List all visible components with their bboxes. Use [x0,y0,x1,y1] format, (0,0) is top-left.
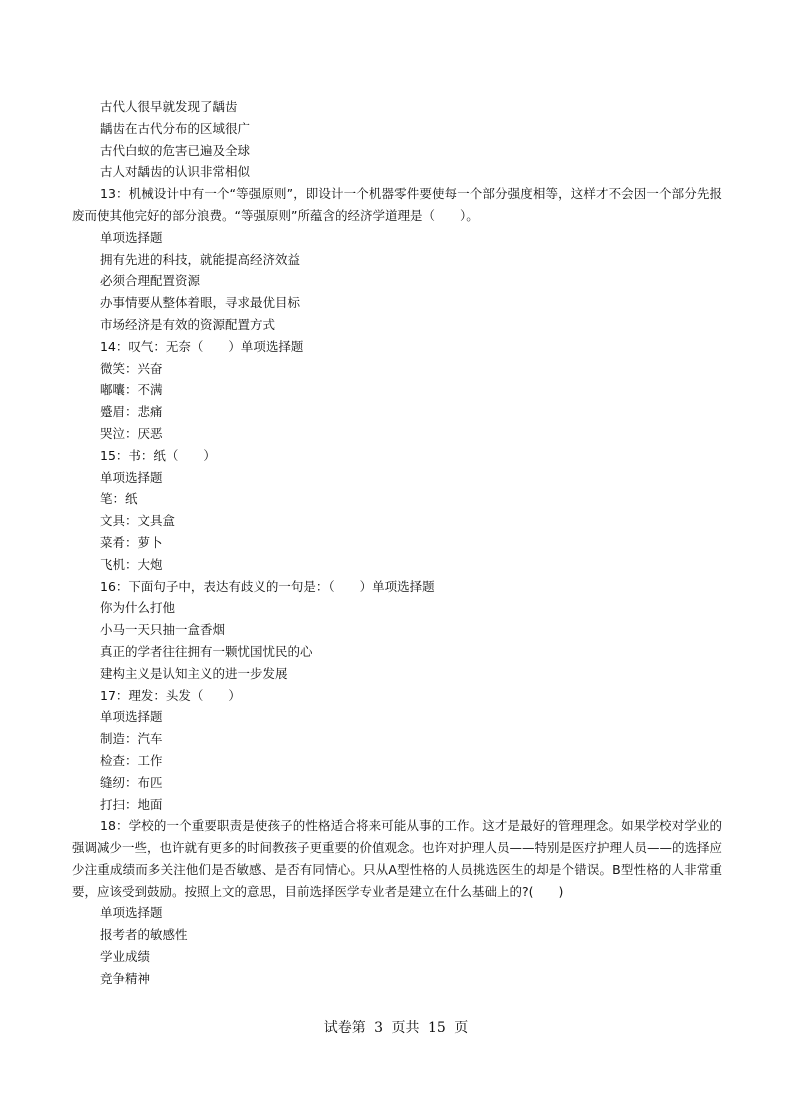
text-line: 拥有先进的科技，就能提高经济效益 [100,251,301,267]
text-line: 古代人很早就发现了龋齿 [100,99,238,114]
text-line: 哭泣：厌恶 [100,425,163,441]
text-line: 缝纫：布匹 [100,774,163,790]
text-line: 古人对龋齿的认识非常相似 [100,164,251,180]
text-line: 17：理发：头发（ ） [100,687,241,703]
text-line: 单项选择题 [100,709,163,725]
text-line: 竞争精神 [100,970,151,986]
text-line: 打扫：地面 [100,796,163,812]
text-line: 办事情要从整体着眼，寻求最优目标 [100,295,301,311]
text-line: 微笑：兴奋 [100,360,163,376]
text-line: 单项选择题 [100,905,163,921]
text-line: 16：下面句子中，表达有歧义的一句是：（ ）单项选择题 [100,578,435,594]
exam-content [72,96,722,990]
text-line: 飞机：大炮 [100,556,163,572]
footer-total-pages: 15 [428,1020,446,1036]
footer-prefix: 试卷第 [323,1020,366,1036]
text-line: 15：书：纸（ ） [100,447,216,463]
footer-page-number: 3 [374,1020,384,1036]
text-line: 单项选择题 [100,229,163,245]
text-line: 小马一天只抽一盒香烟 [100,622,226,638]
text-line: 报考者的敏感性 [100,927,188,943]
text-line: 单项选择题 [100,469,163,485]
text-line: 你为什么打他 [100,600,176,616]
text-line: 古代白蚁的危害已遍及全球 [100,142,251,158]
text-line: 检查：工作 [100,752,163,768]
text-line: 真正的学者往往拥有一颗忧国忧民的心 [100,643,313,659]
text-line: 菜肴：萝卜 [100,534,163,550]
text-line: 建构主义是认知主义的进一步发展 [100,665,288,681]
text-line: 学业成绩 [100,949,151,965]
text-line: 市场经济是有效的资源配置方式 [100,316,276,332]
text-line: 嘟囔：不满 [100,382,163,398]
question-paragraph: 13：机械设计中有一个“等强原则”，即设计一个机器零件要使每一个部分强度相等，这样才不会因一个部分先报废而使其他完好的部分浪费。“等强原则”所蕴含的经济学道理是（ ）。 [72,186,722,223]
text-line: 笔：纸 [100,491,138,507]
footer-suffix: 页 [454,1020,469,1036]
text-line: 蹙眉：悲痛 [100,404,163,420]
footer-middle: 页共 [391,1020,420,1036]
text-line: 制造：汽车 [100,731,163,747]
text-line: 14：叹气：无奈（ ）单项选择题 [100,338,304,354]
text-line: 必须合理配置资源 [100,273,201,289]
text-line: 龋齿在古代分布的区域很广 [100,120,251,136]
text-line: 文具：文具盒 [100,513,176,529]
page-footer [0,1017,792,1037]
question-paragraph: 18：学校的一个重要职责是使孩子的性格适合将来可能从事的工作。这才是最好的管理理念。如果学校对学业的强调减少一些，也许就有更多的时间教孩子更重要的价值观念。也许对护理人员——特别是医疗护理人员——的选择应少注重成绩而多关注他们是否敏感、是否有同情心。只从A型性格的人员挑选医生的却是个错误。B型性格的人非常重要，应该受到鼓励。按照上文的意思，目前选择医学专业者是建立在什么基础上的?( ) [72,818,723,899]
